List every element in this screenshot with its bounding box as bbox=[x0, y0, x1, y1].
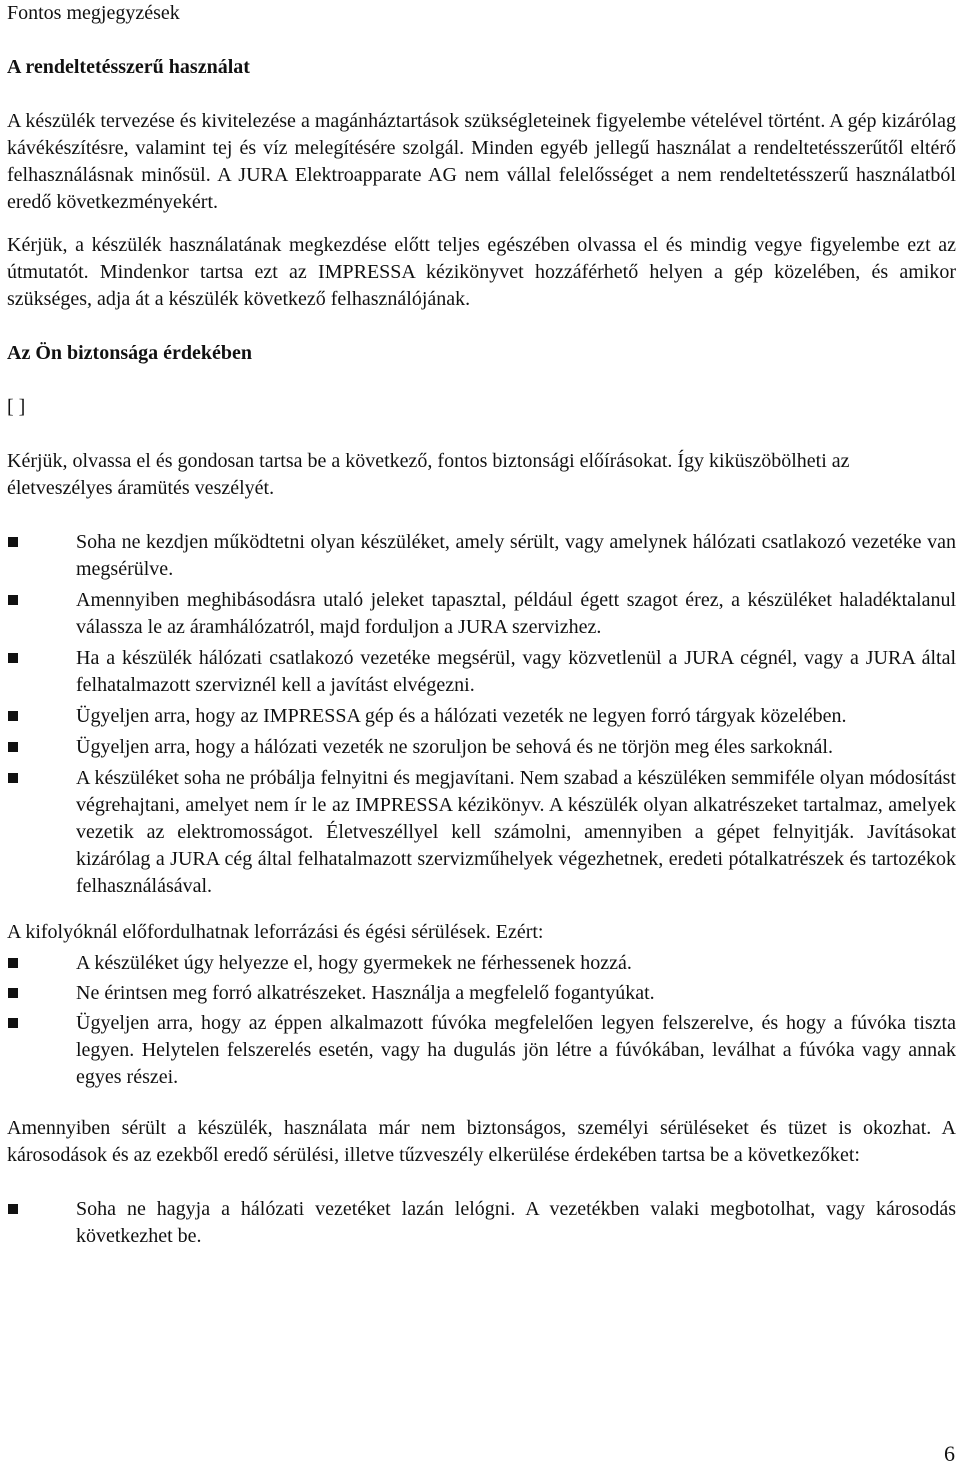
spacer bbox=[7, 216, 956, 232]
heading-intended-use: A rendeltetésszerű használat bbox=[7, 56, 250, 78]
list-item bbox=[7, 765, 956, 900]
list-item bbox=[7, 950, 956, 977]
spacer bbox=[7, 421, 956, 448]
list-item-text: Amennyiben meghibásodásra utaló jeleket tapasztal, például égett szagot érez, a készüléket haladéktalanul válassza le az áramhálózatról, majd forduljon a JURA szervizhez. bbox=[76, 589, 956, 638]
spacer bbox=[7, 1169, 956, 1196]
paragraph-damage-intro: Amennyiben sérült a készülék, használata már nem biztonságos, személyi sérüléseket és tüzet is okozhat. A károsodások és az ezekből eredő sérülési, illetve tűzveszély elkerülése érdekében tartsa be a következőket: bbox=[7, 1117, 956, 1166]
paragraph-scald-intro: A kifolyóknál előfordulhatnak leforrázási és égési sérülések. Ezért: bbox=[7, 921, 544, 943]
square-bullet-icon bbox=[8, 711, 18, 721]
spacer bbox=[7, 900, 956, 919]
paragraph-read-manual: Kérjük, a készülék használatának megkezdése előtt teljes egészében olvassa el és mindig vegye figyelembe ezt az útmutatót. Mindenkor tartsa ezt az IMPRESSA kézikönyvet hozzáférhető helyen a gép közelében, és amikor szükséges, adja át a készülék következő felhasználójának. bbox=[7, 234, 956, 310]
spacer bbox=[7, 81, 956, 108]
list-item-text: Soha ne hagyja a hálózati vezetéket lazán lelógni. A vezetékben valaki megbotolhat, vagy károsodás következhet be. bbox=[76, 1198, 956, 1247]
list-item bbox=[7, 703, 956, 730]
square-bullet-icon bbox=[8, 742, 18, 752]
list-item-text: Ügyeljen arra, hogy az éppen alkalmazott fúvóka megfelelően legyen felszerelve, és hogy a fúvóka tiszta legyen. Helytelen felszerelés esetén, vagy ha dugulás jön létre a fúvókában, leválhat a fúvóka vagy annak egyes részei. bbox=[76, 1012, 956, 1088]
spacer bbox=[7, 27, 956, 54]
spacer bbox=[7, 367, 956, 394]
list-item-text: A készüléket soha ne próbálja felnyitni és megjavítani. Nem szabad a készüléken semmiféle olyan módosítást végrehajtani, amelyet nem ír le az IMPRESSA kézikönyv. A készülék olyan alkatrészeket tartalmaz, amelyek vezetik az elektromosságot. Életveszéllyel kell számolni, amennyiben a gépet felnyitják. Javításokat kizárólag a JURA cég által felhatalmazott szervizműhelyek végezhetnek, eredeti pótalkatrészek és tartozékok felhasználásával. bbox=[76, 767, 956, 897]
square-bullet-icon bbox=[8, 595, 18, 605]
square-bullet-icon bbox=[8, 988, 18, 998]
list-item-text: A készüléket úgy helyezze el, hogy gyermekek ne férhessenek hozzá. bbox=[76, 952, 632, 974]
image-placeholder: [ ] bbox=[7, 396, 26, 418]
list-item-text: Ha a készülék hálózati csatlakozó vezetéke megsérül, vagy közvetlenül a JURA cégnél, vagy a JURA által felhatalmazott szerviznél kell a javítást elvégezni. bbox=[76, 647, 956, 696]
page-number: 6 bbox=[944, 1441, 955, 1466]
list-item-text: Ügyeljen arra, hogy a hálózati vezeték ne szoruljon be sehová és ne törjön meg éles sarkoknál. bbox=[76, 736, 833, 758]
list-item bbox=[7, 734, 956, 761]
square-bullet-icon bbox=[8, 1018, 18, 1028]
scald-bullet-list bbox=[7, 950, 956, 1091]
safety-bullet-list bbox=[7, 529, 956, 900]
heading-safety: Az Ön biztonsága érdekében bbox=[7, 342, 252, 364]
list-item bbox=[7, 980, 956, 1007]
spacer bbox=[7, 313, 956, 340]
list-item-text: Ne érintsen meg forró alkatrészeket. Használja a megfelelő fogantyúkat. bbox=[76, 982, 655, 1004]
page-header: Fontos megjegyzések bbox=[7, 2, 180, 24]
square-bullet-icon bbox=[8, 653, 18, 663]
list-item-text: Soha ne kezdjen működtetni olyan készüléket, amely sérült, vagy amelynek hálózati csatlakozó vezetéke van megsérülve. bbox=[76, 531, 956, 580]
damage-bullet-list bbox=[7, 1196, 956, 1250]
document-page bbox=[7, 0, 956, 1250]
square-bullet-icon bbox=[8, 1204, 18, 1214]
square-bullet-icon bbox=[8, 537, 18, 547]
list-item-text: Ügyeljen arra, hogy az IMPRESSA gép és a hálózati vezeték ne legyen forró tárgyak közelében. bbox=[76, 705, 847, 727]
spacer bbox=[7, 1091, 956, 1115]
spacer bbox=[7, 502, 956, 529]
paragraph-safety-intro: Kérjük, olvassa el és gondosan tartsa be a következő, fontos biztonsági előírásokat. Így kiküszöbölheti az életveszélyes áramütés veszélyét. bbox=[7, 450, 850, 499]
square-bullet-icon bbox=[8, 958, 18, 968]
list-item bbox=[7, 645, 956, 699]
list-item bbox=[7, 529, 956, 583]
list-item bbox=[7, 1196, 956, 1250]
square-bullet-icon bbox=[8, 773, 18, 783]
list-item bbox=[7, 587, 956, 641]
list-item bbox=[7, 1010, 956, 1091]
paragraph-intended-use: A készülék tervezése és kivitelezése a magánháztartások szükségleteinek figyelembe vételével történt. A gép kizárólag kávékészítésre, valamint tej és víz melegítésére szolgál. Minden egyéb jellegű használat a rendeltetésszerűtől eltérő felhasználásnak minősül. A JURA Elektroapparate AG nem vállal felelősséget a nem rendeltetésszerű használatból eredő következményekért. bbox=[7, 110, 956, 213]
